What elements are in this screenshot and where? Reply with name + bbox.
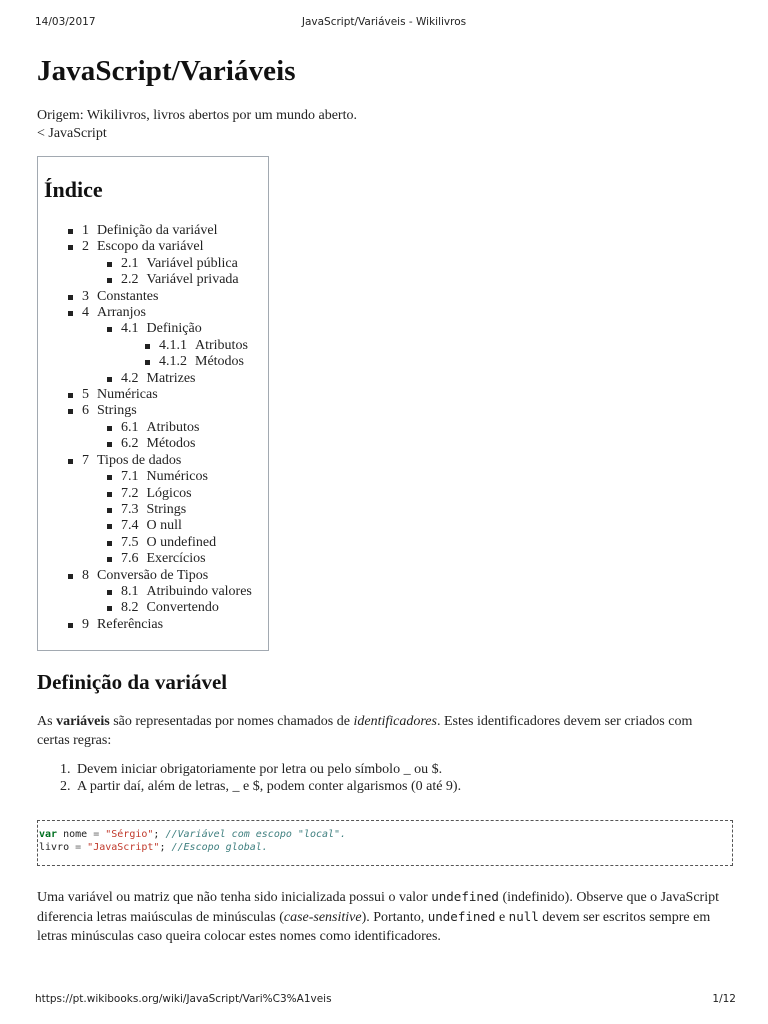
toc-item-number: 7.4 [121, 518, 139, 534]
inline-code: undefined [427, 909, 496, 924]
toc-item[interactable] [38, 371, 268, 387]
toc-item[interactable] [38, 239, 268, 255]
undefined-paragraph [37, 887, 737, 946]
toc-item[interactable] [38, 354, 268, 370]
toc-item-number: 4 [82, 305, 89, 321]
toc-item[interactable] [38, 289, 268, 305]
toc-item[interactable] [38, 600, 268, 616]
toc-item-label[interactable]: Definição [146, 321, 202, 337]
code-identifier: nome [57, 829, 94, 840]
toc-item[interactable] [38, 403, 268, 419]
code-punct: ; [153, 829, 166, 840]
code-string: "JavaScript" [81, 841, 160, 853]
text-span: As [37, 714, 57, 729]
rule-text: Devem iniciar obrigatoriamente por letra ou pelo símbolo _ ou $. [77, 762, 443, 777]
breadcrumb-link[interactable]: < JavaScript [37, 126, 107, 141]
toc-item-number: 8.1 [121, 583, 139, 599]
code-operator: = [75, 841, 82, 853]
toc-item-number: 6 [82, 403, 89, 419]
toc-item-label[interactable]: Atributos [195, 337, 248, 353]
page-title: JavaScript/Variáveis [37, 55, 296, 87]
toc-item[interactable] [38, 420, 268, 436]
toc-item-number: 2.1 [121, 255, 139, 271]
text-span: . Estes identificadores devem ser criados com certas regras: [37, 714, 693, 748]
inline-code: null [508, 909, 539, 924]
toc-item-label[interactable]: Escopo da variável [97, 239, 204, 255]
toc-item-number: 2.2 [121, 272, 139, 288]
toc-item-number: 7.2 [121, 485, 139, 501]
toc-item-number: 3 [82, 288, 89, 304]
toc-item-number: 7 [82, 452, 89, 468]
toc-item[interactable] [38, 518, 268, 534]
toc-item-number: 4.2 [121, 370, 139, 386]
toc-item-number: 4.1.1 [159, 337, 187, 353]
toc-item[interactable] [38, 617, 268, 633]
toc-item-label[interactable]: O undefined [146, 534, 217, 550]
toc-item-number: 7.5 [121, 534, 139, 550]
toc-item-number: 8 [82, 567, 89, 583]
code-string: "Sérgio" [99, 829, 154, 840]
code-keyword: var [39, 829, 58, 840]
toc-item-number: 6.1 [121, 419, 139, 435]
toc-item-label[interactable]: Atribuindo valores [146, 583, 252, 599]
toc-item-label[interactable]: Conversão de Tipos [97, 567, 209, 583]
toc-item[interactable] [38, 305, 268, 321]
rule-number: 2. [60, 779, 71, 794]
toc-item-number: 9 [82, 616, 89, 632]
toc-item-number: 8.2 [121, 600, 139, 616]
toc-item-label[interactable]: Atributos [146, 419, 200, 435]
toc-item-label[interactable]: Strings [97, 403, 137, 419]
text-span: (indefinido). Observe que o JavaScript diferencia letras maiúsculas de minúsculas ( [37, 890, 720, 925]
toc-item-number: 1 [82, 223, 89, 238]
toc-item[interactable] [38, 535, 268, 551]
toc-item-label[interactable]: O null [146, 518, 182, 534]
toc-item-label[interactable]: Referências [97, 616, 164, 632]
toc-item[interactable] [38, 584, 268, 600]
text-span: e [495, 910, 509, 925]
toc-item-label[interactable]: Arranjos [97, 305, 146, 321]
toc-item[interactable] [38, 272, 268, 288]
article-meta [37, 107, 357, 143]
toc-item-label[interactable]: Strings [146, 501, 187, 517]
text-span: ). Portanto, [361, 910, 428, 925]
toc-item-number: 5 [82, 387, 89, 403]
print-title: JavaScript/Variáveis - Wikilivros [301, 16, 467, 28]
toc-item-number: 4.1.2 [159, 354, 187, 370]
toc-item-label[interactable]: Convertendo [146, 600, 219, 616]
intro-paragraph [37, 712, 717, 750]
code-punct: ; [159, 841, 172, 853]
toc-item[interactable] [38, 453, 268, 469]
toc-item-label[interactable]: Constantes [97, 288, 159, 304]
toc-item-label[interactable]: Numéricas [97, 387, 158, 403]
toc-item[interactable] [38, 321, 268, 337]
toc-item[interactable] [38, 436, 268, 452]
toc-item-number: 6.2 [121, 436, 139, 452]
rules-list [37, 761, 717, 795]
toc-item-label[interactable]: Definição da variável [97, 223, 218, 238]
code-comment: //Escopo global. [171, 841, 268, 853]
code-operator: = [93, 829, 100, 840]
text-span: devem ser escritos sempre em letras minúsculas caso queira colocar estes nomes como identificadores. [37, 910, 711, 944]
code-identifier: livro [39, 841, 76, 853]
rule-text: A partir daí, além de letras, _ e $, podem conter algarismos (0 até 9). [77, 779, 462, 794]
toc-item[interactable] [38, 387, 268, 403]
bold-term: variáveis [56, 714, 110, 729]
toc-title: Índice [44, 177, 103, 202]
toc-item-label[interactable]: Métodos [195, 354, 244, 370]
toc-item[interactable] [38, 338, 268, 354]
toc-item[interactable] [38, 256, 268, 272]
toc-item[interactable] [38, 223, 268, 239]
toc-item[interactable] [38, 486, 268, 502]
text-span: são representadas por nomes chamados de [109, 714, 354, 729]
rule-item [37, 761, 717, 778]
italic-term: identificadores [353, 714, 437, 729]
toc-item[interactable] [38, 568, 268, 584]
toc-item-label[interactable]: Métodos [146, 436, 196, 452]
rule-number: 1. [60, 762, 71, 777]
toc-item-number: 7.6 [121, 551, 139, 567]
code-comment: //Variável com escopo "local". [165, 829, 347, 840]
toc-item-label[interactable]: Numéricos [146, 469, 208, 485]
toc-list [38, 223, 268, 633]
inline-code: undefined [431, 889, 499, 904]
toc-item-number: 2 [82, 239, 89, 255]
toc-item[interactable] [38, 502, 268, 518]
toc-item-label[interactable]: Variável pública [146, 255, 238, 271]
toc-item-label[interactable]: Exercícios [146, 551, 206, 567]
page-number: 1/12 [712, 993, 736, 1005]
toc-item-label[interactable]: Tipos de dados [97, 452, 182, 468]
origin-note: Origem: Wikilivros, livros abertos por um mundo aberto. [37, 108, 357, 123]
toc-item-label[interactable]: Matrizes [146, 370, 196, 386]
toc-item[interactable] [38, 469, 268, 485]
toc-item-number: 7.3 [121, 501, 139, 517]
toc-item-label[interactable]: Lógicos [146, 485, 192, 501]
italic-term: case-sensitive [283, 910, 362, 925]
text-span: Uma variável ou matriz que não tenha sido inicializada possui o valor [37, 890, 432, 905]
toc-item[interactable] [38, 551, 268, 567]
print-date: 14/03/2017 [35, 16, 96, 28]
rule-item [37, 778, 717, 795]
code-block [37, 820, 733, 866]
print-url: https://pt.wikibooks.org/wiki/JavaScript/Vari%C3%A1veis [35, 993, 332, 1005]
toc-item-label[interactable]: Variável privada [146, 272, 239, 288]
toc-item-number: 4.1 [121, 321, 139, 337]
table-of-contents [37, 156, 269, 651]
toc-item-number: 7.1 [121, 469, 139, 485]
section-title: Definição da variável [37, 670, 228, 694]
